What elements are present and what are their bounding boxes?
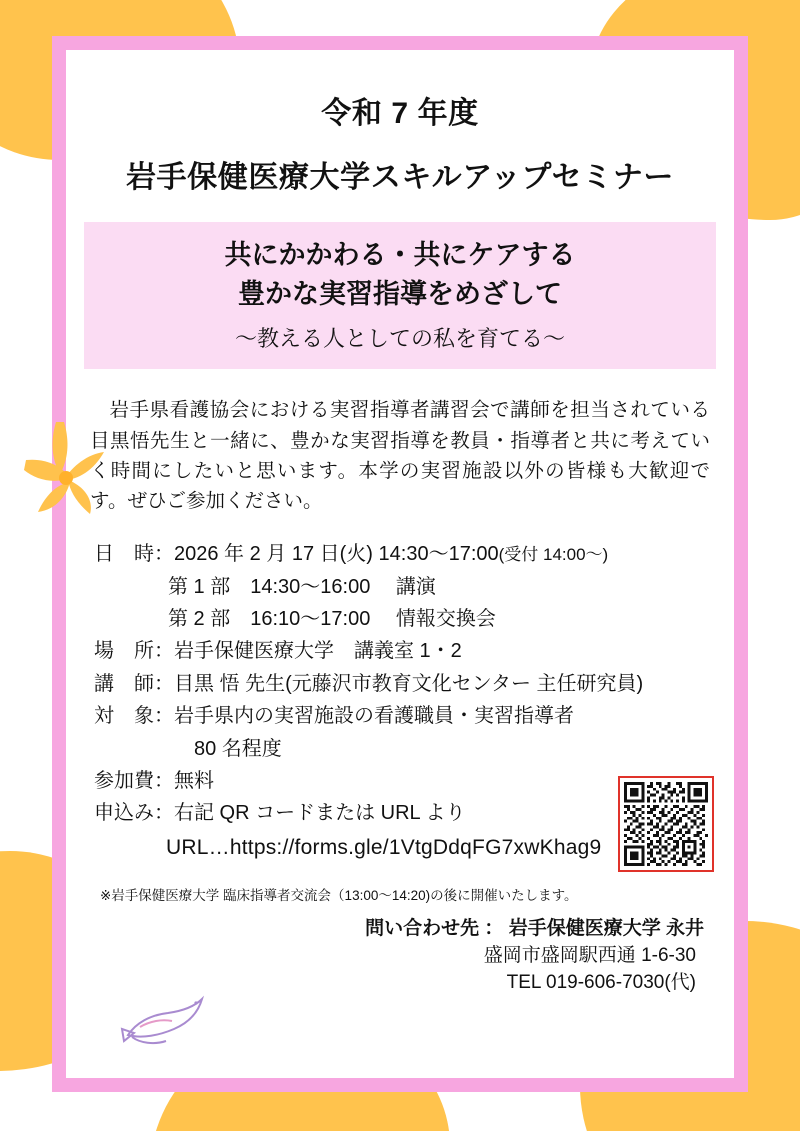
detail-value-audience: 岩手県内の実習施設の看護職員・実習指導者 — [174, 705, 574, 728]
detail-row-part2: 第 2 部 16:10〜17:00 情報交換会 — [168, 607, 496, 630]
detail-note-reception: (受付 14:00〜) — [498, 545, 609, 565]
theme-box — [84, 222, 716, 369]
detail-value-lecturer: 目黒 悟 先生(元藤沢市教育文化センター 主任研究員) — [174, 672, 644, 695]
detail-row-datetime — [94, 538, 734, 570]
contact-line-2: 盛岡市盛岡駅西通 1-6-30 — [483, 944, 696, 966]
theme-line2: 豊かな実習指導をめざして — [238, 279, 562, 310]
detail-row-lecturer — [94, 668, 734, 700]
lead-paragraph: 岩手県看護協会における実習指導者講習会で講師を担当されている目黒悟先生と一緒に、豊かな実習指導を教員・指導者と共に考えていく時間にしたいと思います。本学の実習施設以外の皆様も大歓迎です。ぜひご参加ください。 — [90, 399, 710, 512]
contact-line-1: 問い合わせ先 ： 岩手保健医療大学 永井 — [365, 917, 704, 939]
application-url[interactable]: URL…https://forms.gle/1VtgDdqFG7xwKhag9 — [166, 835, 602, 859]
detail-label-audience: 対 象： — [94, 705, 174, 728]
footnote-text: ※岩手保健医療大学 臨床指導者交流会（13:00〜14:20)の後に開催いたします。 — [100, 887, 578, 903]
detail-row-audience — [94, 700, 734, 732]
page-title-line1: 令和 7 年度 — [321, 97, 479, 130]
poster-content — [66, 50, 734, 1078]
contact-line-3: TEL 019-606-7030(代) — [506, 971, 696, 993]
detail-value-datetime: 2026 年 2 月 17 日(火) 14:30〜17:00 — [174, 543, 499, 566]
detail-value-place: 岩手保健医療大学 講義室 1・2 — [174, 640, 462, 663]
detail-label-fee: 参加費： — [94, 769, 174, 792]
detail-label-place: 場 所： — [94, 640, 174, 663]
theme-line1: 共にかかわる・共にケアする — [224, 240, 576, 270]
page-title-line2: 岩手保健医療大学スキルアップセミナー — [125, 161, 675, 194]
detail-row-capacity: 80 名程度 — [194, 737, 282, 760]
detail-row-part1: 第 1 部 14:30〜16:00 講演 — [168, 575, 436, 598]
detail-label-datetime: 日 時： — [94, 543, 174, 566]
detail-row-place — [94, 635, 734, 667]
detail-label-application: 申込み： — [94, 802, 174, 825]
theme-line3: 〜教える人としての私を育てる〜 — [234, 326, 565, 352]
detail-value-fee: 無料 — [174, 769, 214, 792]
bird-icon — [110, 977, 220, 1057]
qr-code-icon[interactable] — [618, 776, 714, 872]
detail-value-application: 右記 QR コードまたは URL より — [174, 802, 466, 825]
detail-label-lecturer: 講 師： — [94, 672, 174, 695]
